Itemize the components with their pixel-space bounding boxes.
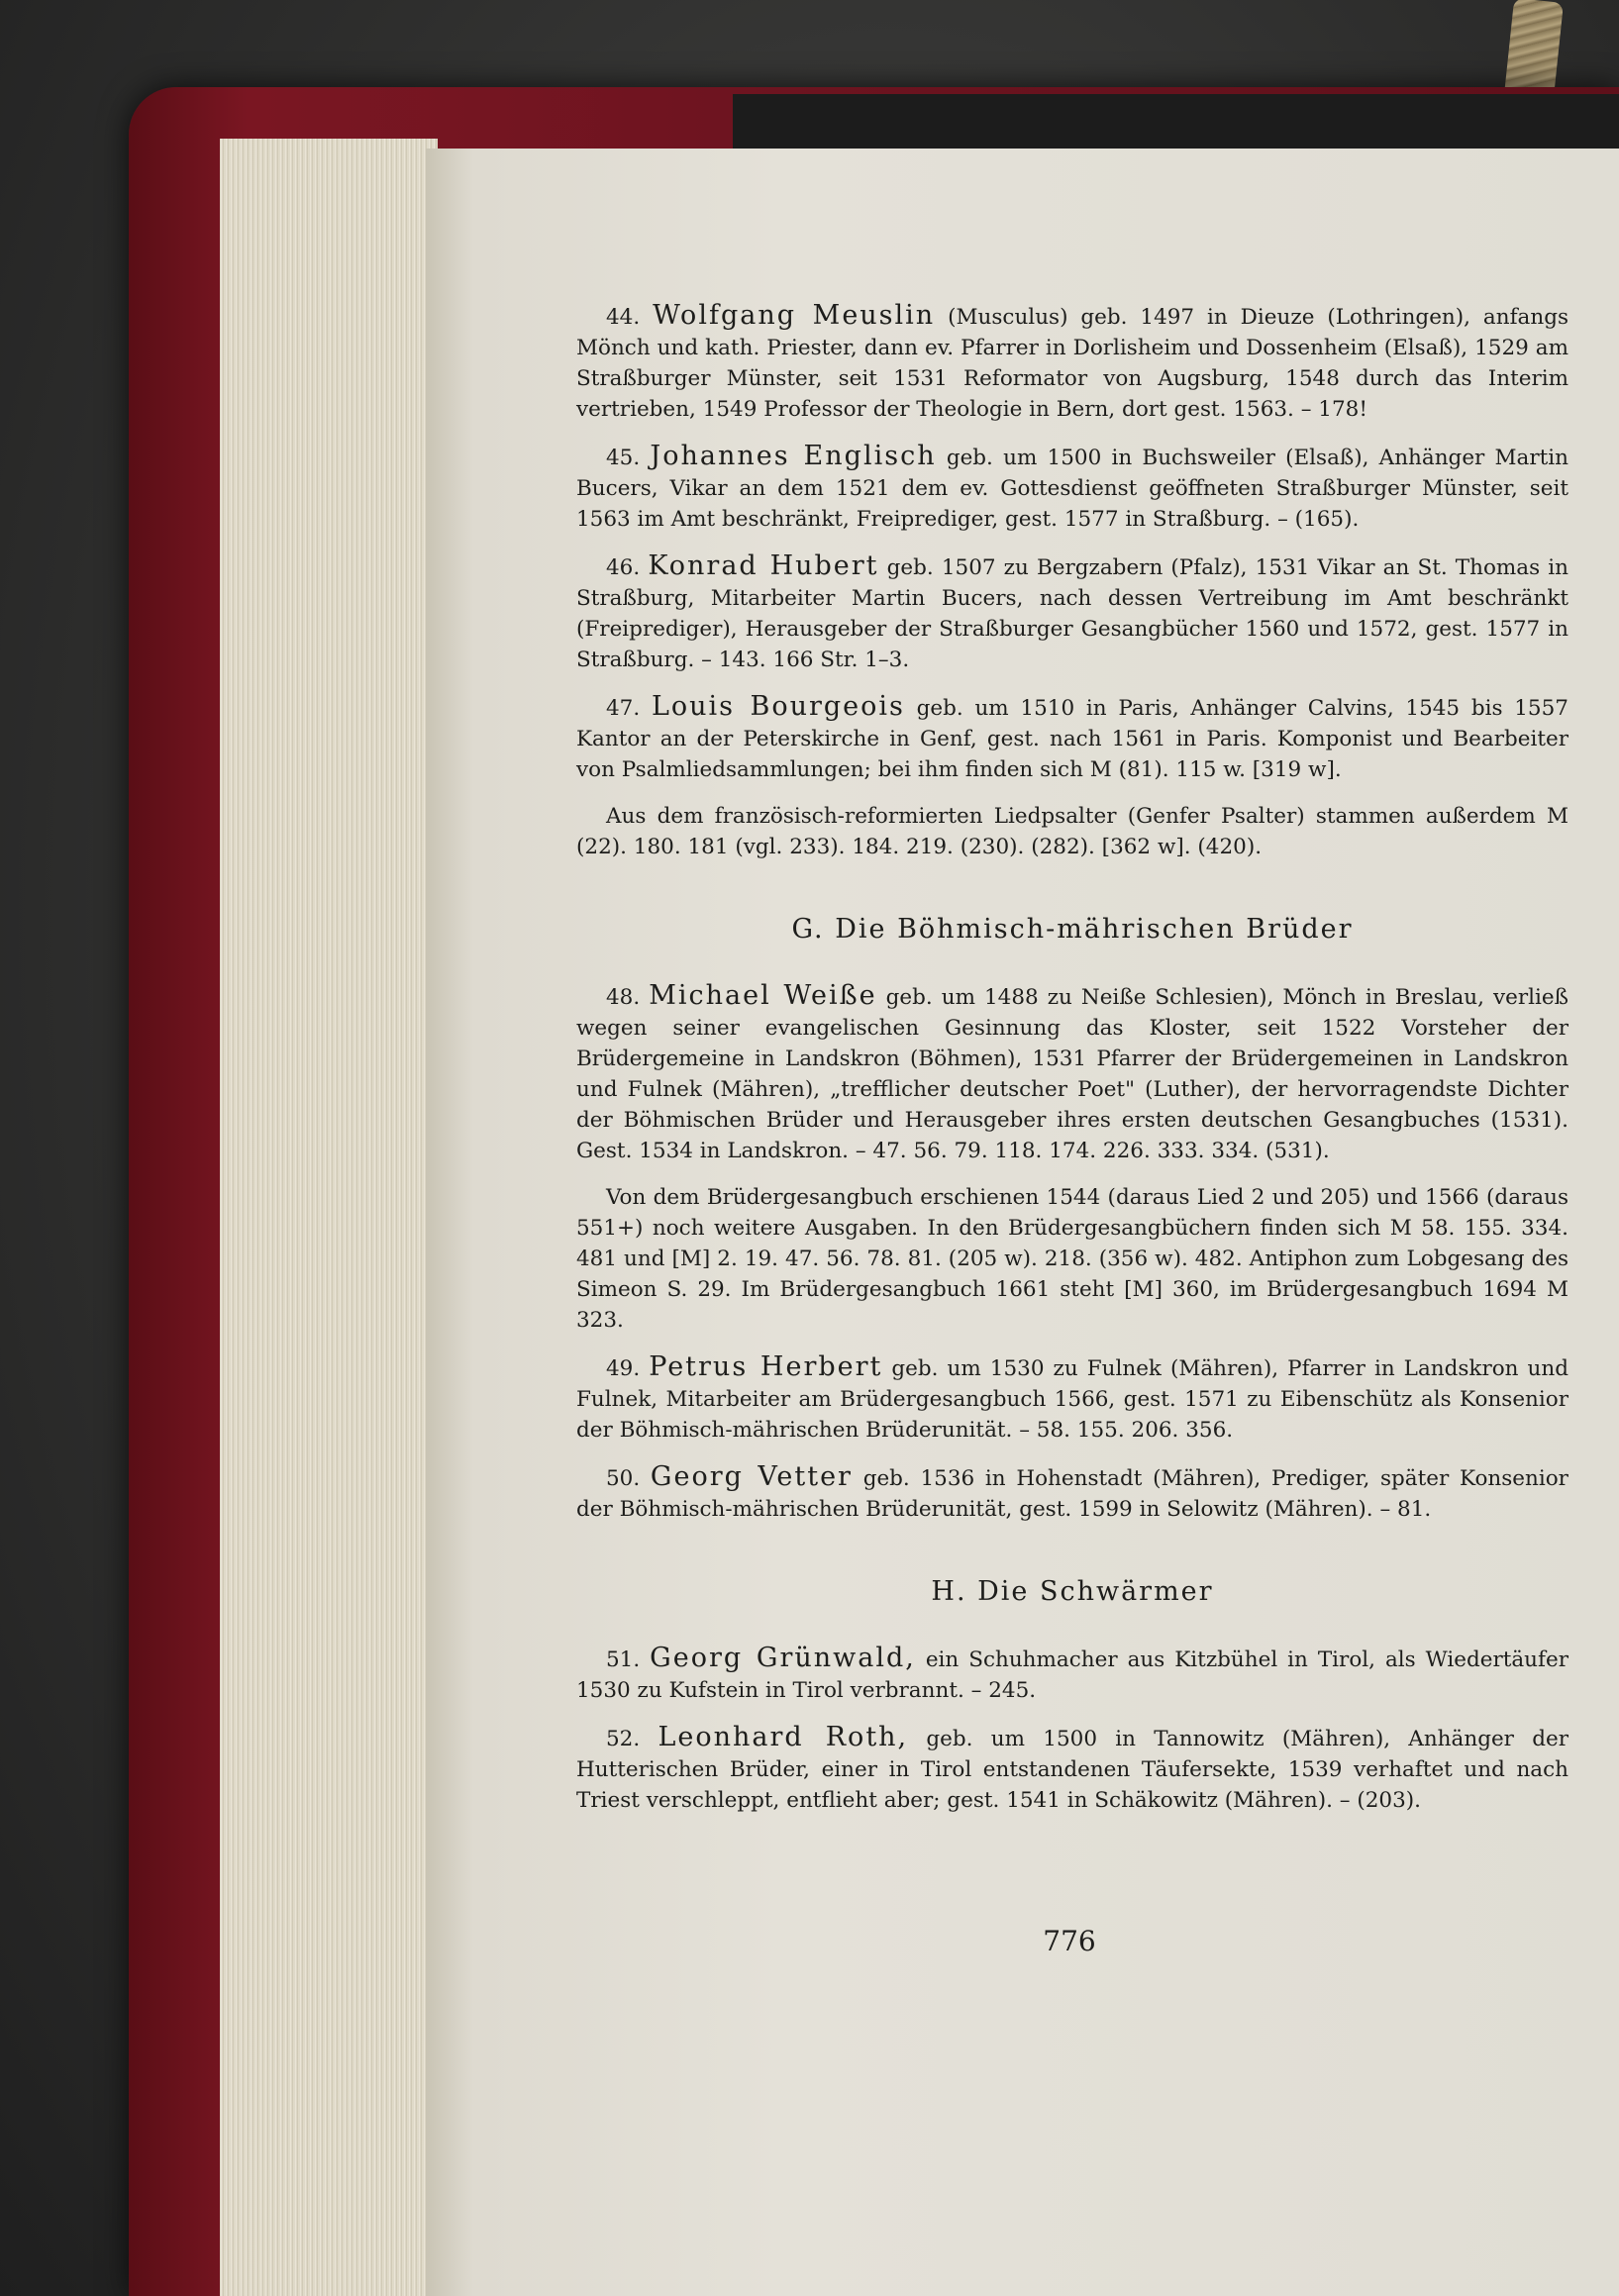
entry-name: Konrad Hubert — [648, 550, 879, 581]
entry-name: Johannes Englisch — [650, 441, 937, 471]
note-genfer-psalter: Aus dem französisch-reformierten Liedpsalter (Genfer Psalter) stammen außerdem M (22). 180. 181 (vgl. 233). 184. 219. (230). (282). [362 w]. (420). — [576, 804, 1568, 859]
entry-number: 49. — [606, 1356, 641, 1381]
entry-text: geb. um 1488 zu Neiße Schlesien), Mönch in Breslau, verließ wegen seiner evangelischen Gesinnung das Kloster, seit 1522 Vorsteher der Brüdergemeine in Landskron (Böhmen), 1531 Pfarrer der Brüdergemeinen in Landskron und Fulnek (Mähren), „trefflicher deutscher Poet" (Luther), der hervorragendste Dichter der Böhmischen Brüder und Herausgeber ihres ersten deutschen Gesangbuches (1531). Gest. 1534 in Landskron. – 47. 56. 79. 118. 174. 226. 333. 334. (531). — [576, 985, 1568, 1163]
entry-name: Georg Grünwald, — [650, 1643, 916, 1673]
entry-text: (Musculus) geb. 1497 in Dieuze (Lothringen), anfangs Mönch und kath. Priester, dann ev. Pfarrer in Dorlisheim und Dossenheim (Elsaß), 1529 am Straßburger Münster, seit 1531 Reformator von Augsburg, 1548 durch das Interim vertrieben, 1549 Professor der Theologie in Bern, dort gest. 1563. – 178! — [576, 305, 1568, 422]
entry-number: 52. — [606, 1727, 641, 1751]
entry-51 — [576, 1643, 1568, 1706]
note-bruedergesangbuch: Von dem Brüdergesangbuch erschienen 1544 (daraus Lied 2 und 205) und 1566 (daraus 551+) noch weitere Ausgaben. In den Brüdergesangbüchern finden sich M 58. 155. 334. 481 und [M] 2. 19. 47. 56. 78. 81. (205 w). 218. (356 w). 482. Antiphon zum Lobgesang des Simeon S. 29. Im Brüdergesangbuch 1661 steht [M] 360, im Brüdergesangbuch 1694 M 323. — [576, 1185, 1568, 1333]
entry-46 — [576, 550, 1568, 675]
entry-number: 51. — [606, 1647, 641, 1672]
entry-45 — [576, 441, 1568, 535]
entry-44 — [576, 300, 1568, 425]
section-heading-g: G. Die Böhmisch-mährischen Brüder — [791, 914, 1354, 945]
entry-48 — [576, 980, 1568, 1166]
entry-number: 48. — [606, 985, 641, 1010]
page-edges — [220, 139, 438, 2296]
page-text — [576, 300, 1568, 1832]
entry-49 — [576, 1351, 1568, 1446]
entry-name: Louis Bourgeois — [651, 691, 905, 722]
entry-text: ein Schuhmacher aus Kitzbühel in Tirol, als Wiedertäufer 1530 zu Kufstein in Tirol verbrannt. – 245. — [576, 1647, 1568, 1703]
entry-number: 45. — [606, 446, 641, 470]
section-heading-h: H. Die Schwärmer — [931, 1576, 1214, 1607]
entry-text: geb. 1536 in Hohenstadt (Mähren), Prediger, später Konsenior der Böhmisch-mährischen Brüderunität, gest. 1599 in Selowitz (Mähren). – 81. — [576, 1466, 1568, 1522]
entry-number: 50. — [606, 1466, 641, 1491]
entry-number: 46. — [606, 555, 641, 580]
entry-text: geb. um 1500 in Buchsweiler (Elsaß), Anhänger Martin Bucers, Vikar an dem 1521 dem ev. Gottesdienst geöffneten Straßburger Münster, seit 1563 im Amt beschränkt, Freiprediger, gest. 1577 in Straßburg. – (165). — [576, 446, 1569, 532]
entry-name: Michael Weiße — [649, 980, 877, 1011]
entry-text: geb. um 1500 in Tannowitz (Mähren), Anhänger der Hutterischen Brüder, einer in Tirol entstandenen Täufersekte, 1539 verhaftet und nach Triest verschleppt, entflieht aber; gest. 1541 in Schäkowitz (Mähren). – (203). — [576, 1727, 1568, 1813]
entry-name: Wolfgang Meuslin — [653, 300, 936, 331]
entry-50 — [576, 1461, 1568, 1525]
entry-name: Georg Vetter — [650, 1461, 853, 1492]
entry-name: Leonhard Roth, — [658, 1722, 909, 1752]
entry-47 — [576, 691, 1568, 785]
entry-text: geb. um 1510 in Paris, Anhänger Calvins, 1545 bis 1557 Kantor an der Peterskirche in Genf, gest. nach 1561 in Paris. Komponist und Bearbeiter von Psalmliedsammlungen; bei ihm finden sich M (81). 115 w. [319 w]. — [576, 696, 1568, 782]
entry-text: geb. 1507 zu Bergzabern (Pfalz), 1531 Vikar an St. Thomas in Straßburg, Mitarbeiter Martin Bucers, nach dessen Vertreibung im Amt beschränkt (Freiprediger), Herausgeber der Straßburger Gesangbücher 1560 und 1572, gest. 1577 in Straßburg. – 143. 166 Str. 1–3. — [576, 555, 1568, 672]
entry-52 — [576, 1722, 1568, 1816]
entry-number: 44. — [606, 305, 641, 330]
entry-text: geb. um 1530 zu Fulnek (Mähren), Pfarrer in Landskron und Fulnek, Mitarbeiter am Brüdergesangbuch 1566, gest. 1571 zu Eibenschütz als Konsenior der Böhmisch-mährischen Brüderunität. – 58. 155. 206. 356. — [576, 1356, 1568, 1443]
entry-number: 47. — [606, 696, 641, 721]
page-number: 776 — [1043, 1925, 1096, 1957]
entry-name: Petrus Herbert — [649, 1351, 883, 1382]
